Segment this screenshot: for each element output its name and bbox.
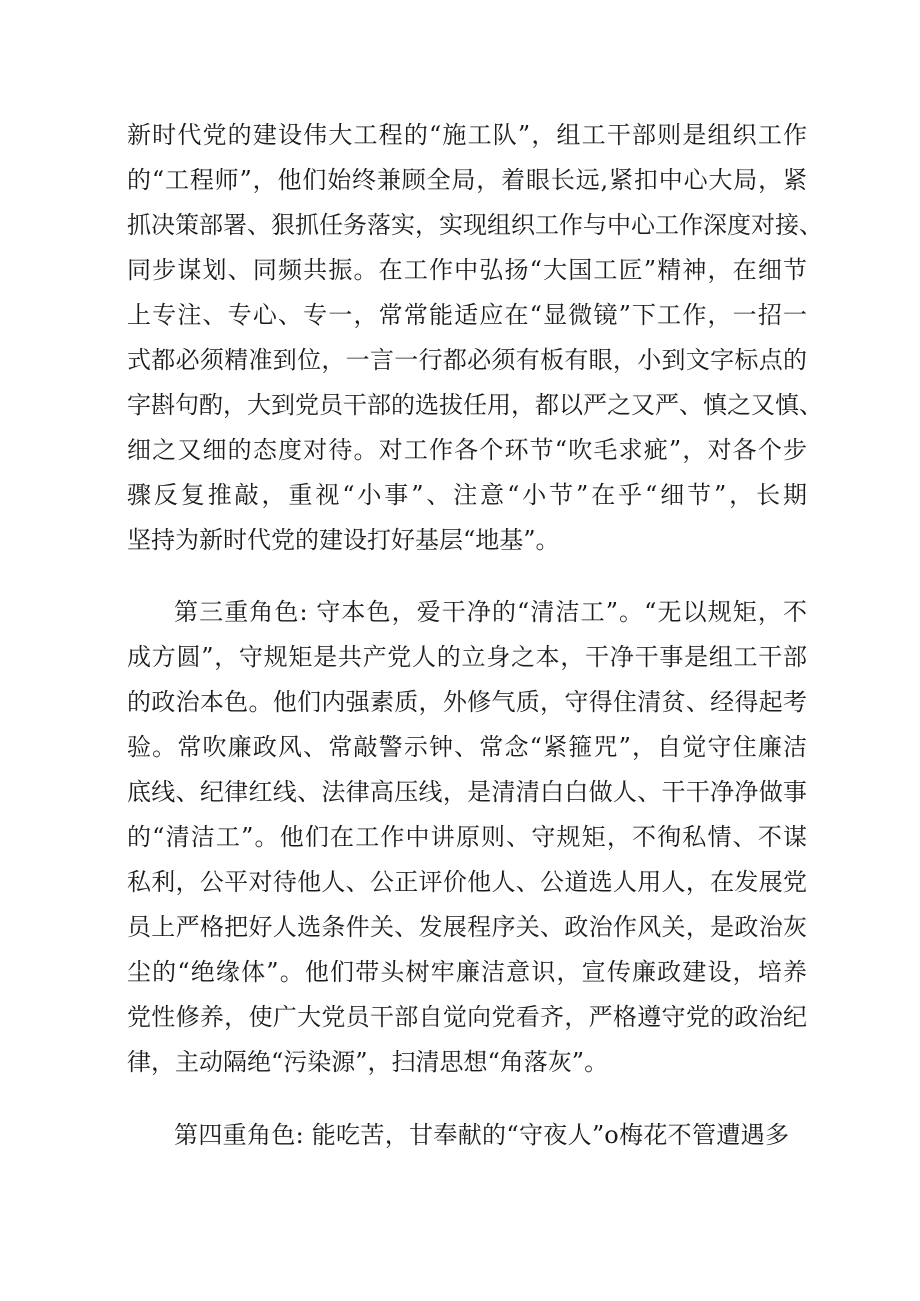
text-line: 的“工程师”，他们始终兼顾全局，着眼长远,紧扣中心大局，紧 (127, 166, 807, 194)
text-line: 律，主动隔绝“污染源”，扫清思想“角落灰”。 (127, 1048, 609, 1076)
text-line: 抓决策部署、狠抓任务落实，实现组织工作与中心工作深度对接、 (127, 211, 823, 239)
text-line: 坚持为新时代党的建设打好基层“地基”。 (127, 526, 560, 554)
text-line: 成方圆”，守规矩是共产党人的立身之本，干净干事是组工干部 (127, 643, 807, 671)
text-line: 新时代党的建设伟大工程的“施工队”，组工干部则是组织工作 (127, 121, 807, 149)
text-line: 细之又细的态度对待。对工作各个环节“吹毛求疵”，对各个步 (127, 436, 807, 464)
text-line: 私利，公平对待他人、公正评价他人、公道选人用人，在发展党 (127, 868, 807, 896)
text-line: 式都必须精准到位，一言一行都必须有板有眼，小到文字标点的 (127, 346, 807, 374)
text-line: 党性修养，使广大党员干部自觉向党看齐，严格遵守党的政治纪 (127, 1003, 807, 1031)
text-line: 尘的“绝缘体”。他们带头树牢廉洁意识，宣传廉政建设，培养 (127, 958, 807, 986)
text-line: 上专注、专心、专一，常常能适应在“显微镜”下工作，一招一 (127, 301, 807, 329)
text-line: 员上严格把好人选条件关、发展程序关、政治作风关，是政治灰 (127, 913, 807, 941)
text-line: 骤反复推敲，重视“小事”、注意“小节”在乎“细节”，长期 (127, 481, 807, 509)
text-line: 验。常吹廉政风、常敲警示钟、常念“紧箍咒”，自觉守住廉洁 (127, 733, 807, 761)
text-line: 底线、纪律红线、法律高压线，是清清白白做人、干干净净做事 (127, 778, 807, 806)
text-line: 的“清洁工”。他们在工作中讲原则、守规矩，不徇私情、不谋 (127, 823, 807, 851)
text-line: 的政治本色。他们内强素质，外修气质，守得住清贫、经得起考 (127, 688, 807, 716)
text-line: 第三重角色: 守本色，爱干净的“清洁工”。“无以规矩，不 (174, 598, 807, 626)
text-line: 第四重角色: 能吃苦，甘奉献的“守夜人”o梅花不管遭遇多 (174, 1121, 789, 1149)
text-line: 同步谋划、同频共振。在工作中弘扬“大国工匠”精神，在细节 (127, 256, 807, 284)
text-line: 字斟句酌，大到党员干部的选拔任用，都以严之又严、慎之又慎、 (127, 391, 823, 419)
